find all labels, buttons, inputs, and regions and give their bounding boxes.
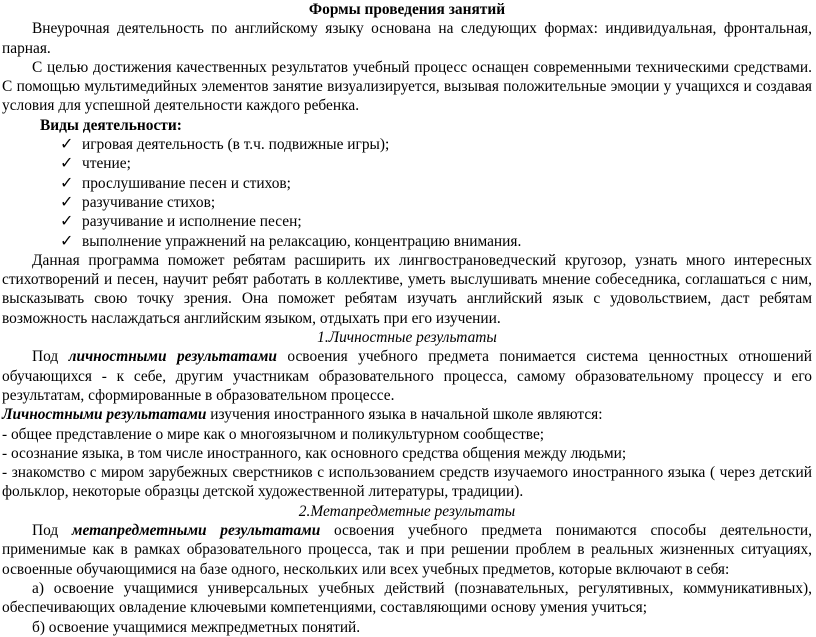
checkmark-icon: ✓ [60,232,74,250]
term-personal-results: личностными результатами [68,348,277,366]
term-metasubject-results: метапредметными результатами [71,522,321,540]
paragraph-personal-intro: Личностными результатами изучения иностранного языка в начальной школе являются: [2,406,603,424]
paragraph-forms: Внеурочная деятельность по английскому языку основана на следующих формах: индивидуальная, фронтальная, парная. [2,20,812,57]
list-item: ✓ прослушивание песен и стихов; [60,174,291,192]
list-item: ✓ разучивание стихов; [60,193,216,211]
list-item: ✓ игровая деятельность (в т.ч. подвижные игры); [60,136,390,154]
paragraph-metasubject-definition: Под метапредметными результатами освоения учебного предмета понимаются способы деятельности, применимые как в рамках образовательного процесса, так и при решении проблем в реальных жизненных ситуациях, освоенные обучающимися на базе одного, нескольких или всех учебных предметов, которые включают в себя: [2,522,812,578]
paragraph-program: Данная программа поможет ребятам расширить их лингвострановедческий кругозор, узнать много интересных стихотворений и песен, научит ребят работать в коллективе, уметь выслушивать мнение собеседника, соглашаться с ним, высказывать свою точку зрения. Она поможет ребятам изучать английский язык с удовольствием, даст ребятам возможность наслаждаться английским языком, отдыхать при его изучении. [2,251,812,327]
checkmark-icon: ✓ [60,213,74,231]
paragraph-technical-means: С целью достижения качественных результатов учебный процесс оснащен современными техническими средствами. С помощью мультимедийных элементов занятие визуализируется, вызывая положительные эмоции у учащихся и создавая условия для успешной деятельности каждого ребенка. [2,58,812,115]
list-item: - осознание языка, в том числе иностранного, как основного средства общения между людьми; [2,444,627,462]
list-item: ✓ разучивание и исполнение песен; [60,213,302,231]
section-title-personal: 1.Личностные результаты [317,329,497,347]
list-item: ✓ чтение; [60,155,131,173]
document-title: Формы проведения занятий [308,1,506,18]
term-personal-results-2: Личностными результатами [2,406,207,424]
list-item: - знакомство с миром зарубежных сверстников с использованием средств изучаемого иностранного языка ( через детский фольклор, некоторые образцы детской художественной литературы, традиции). [2,464,812,501]
list-item: б) освоение учащимися межпредметных понятий. [32,618,361,636]
section-title-metasubject: 2.Метапредметные результаты [298,502,516,520]
checkmark-icon: ✓ [60,155,74,173]
paragraph-personal-definition: Под личностными результатами освоения учебного предмета понимается система ценностных отношений обучающихся - к себе, другим участникам образовательного процесса, самому образовательному процессу и его результатам, сформированные в образовательном процессе. [2,348,812,404]
checkmark-icon: ✓ [60,136,74,154]
checkmark-icon: ✓ [60,174,74,192]
list-item: - общее представление о мире как о многоязычном и поликультурном сообществе; [2,425,545,443]
checkmark-icon: ✓ [60,193,74,211]
list-item: ✓ выполнение упражнений на релаксацию, концентрацию внимания. [60,232,522,250]
personal-results-list [2,425,812,502]
activities-heading: Виды деятельности: [40,116,182,134]
activities-list [2,135,812,251]
list-item: а) освоение учащимися универсальных учебных действий (познавательных, регулятивных, коммуникативных), обеспечивающих овладение ключевыми компетенциями, составляющими основу умения учиться; [2,579,812,617]
